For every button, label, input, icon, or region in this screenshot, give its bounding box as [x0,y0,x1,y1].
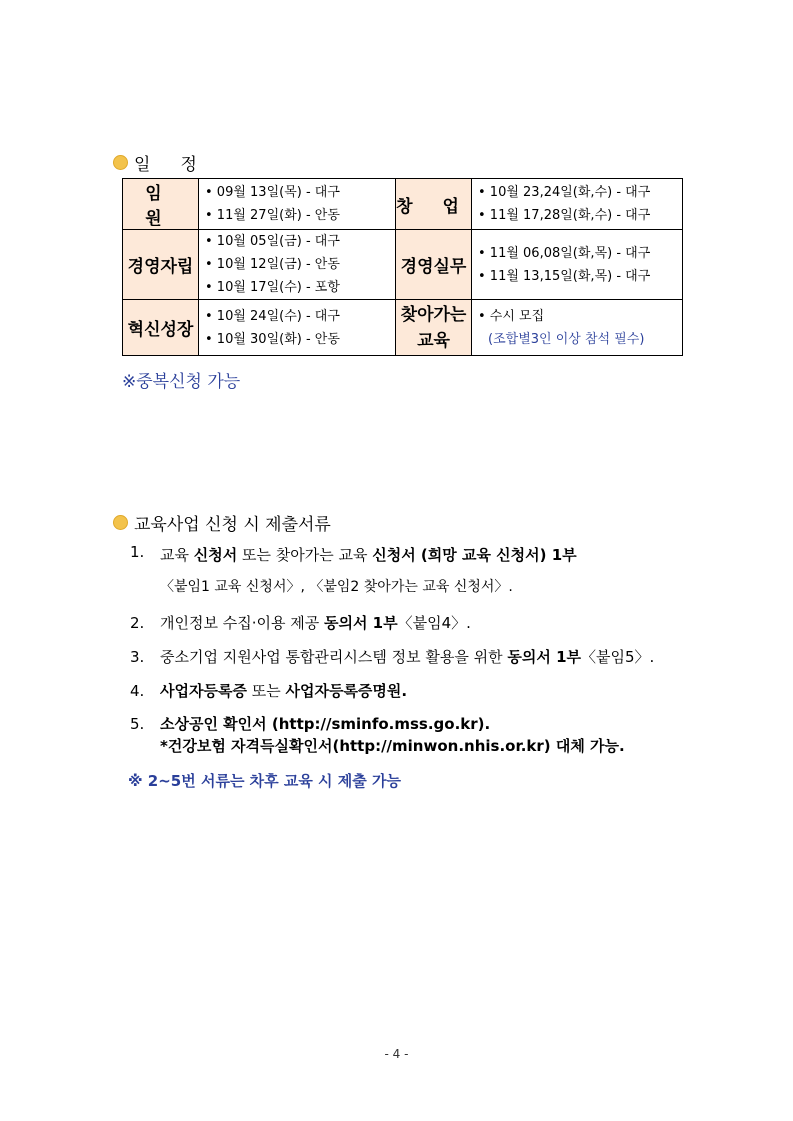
submission-later-note: ※ 2~5번 서류는 차후 교육 시 제출 가능 [128,772,401,790]
category-innovation-growth: 혁신성장 [123,300,199,356]
schedule-items: • 10월 24일(수) - 대구 • 10월 30일(화) - 안동 [199,300,396,356]
category-executive: 임 원 [123,179,199,230]
list-item: 3. 중소기업 지원사업 통합관리시스템 정보 활용을 위한 동의서 1부〈붙임5〉. [130,648,655,666]
category-management-independence: 경영자립 [123,230,199,300]
schedule-items: • 09월 13일(목) - 대구 • 11월 27일(화) - 안동 [199,179,396,230]
bullet-circle-icon [113,155,128,170]
duplicate-application-note: ※중복신청 가능 [122,372,241,392]
list-item: 1. 교육 신청서 또는 찾아가는 교육 신청서 (희망 교육 신청서) 1부 〈붙임1 교육 신청서〉, 〈붙임2 찾아가는 교육 신청서〉. [130,543,577,595]
list-item: 4. 사업자등록증 또는 사업자등록증명원. [130,682,408,700]
category-management-practice: 경영실무 [396,230,472,300]
schedule-items: • 수시 모집 (조합별3인 이상 참석 필수) [472,300,683,356]
bullet-circle-icon [113,515,128,530]
category-startup: 창 업 [396,179,472,230]
table-row [123,230,683,300]
table-row [123,179,683,230]
documents-heading [113,510,331,535]
schedule-items: • 11월 06,08일(화,목) - 대구 • 11월 13,15일(화,목) - 대구 [472,230,683,300]
schedule-heading [113,150,197,175]
schedule-items: • 10월 23,24일(화,수) - 대구 • 11월 17,28일(화,수) - 대구 [472,179,683,230]
table-row [123,300,683,356]
schedule-items: • 10월 05일(금) - 대구 • 10월 12일(금) - 안동 • 10월 17일(수) - 포항 [199,230,396,300]
category-visiting-education: 찾아가는 교육 [396,300,472,356]
schedule-table [122,178,683,356]
page-number: - 4 - [384,1047,409,1061]
list-item: 5. 소상공인 확인서 (http://sminfo.mss.go.kr). *건강보험 자격득실확인서(http://minwon.nhis.or.kr) 대체 가능. [130,715,625,755]
documents-list [130,543,654,757]
documents-heading-text: 교육사업 신청 시 제출서류 [134,515,331,535]
schedule-heading-b: 정 [180,155,197,175]
list-item: 2. 개인정보 수집·이용 제공 동의서 1부〈붙임4〉. [130,614,471,632]
schedule-heading-a: 일 [134,155,151,175]
